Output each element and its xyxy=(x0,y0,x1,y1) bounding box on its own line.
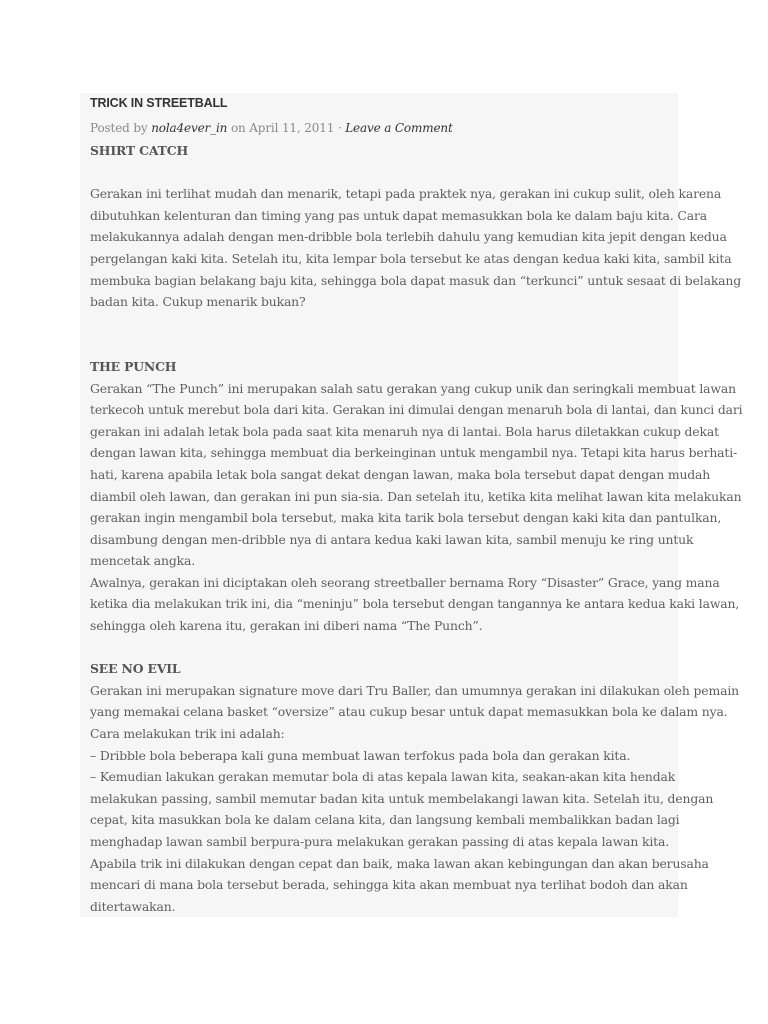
on-label: on xyxy=(230,121,246,135)
text-line: cepat, kita masukkan bola ke dalam celana kita, dan langsung kembali membalikkan badan lagi xyxy=(90,812,680,828)
text-line: Awalnya, gerakan ini diciptakan oleh seorang streetballer bernama Rory “Disaster” Grace, yang mana xyxy=(90,574,720,590)
text-line: mencetak angka. xyxy=(90,553,196,569)
paragraph-the-punch-2 xyxy=(90,572,740,637)
text-line: melakukannya adalah dengan men-dribble bola terlebih dahulu yang kemudian kita jepit dengan kedua xyxy=(90,229,727,245)
text-line: Cara melakukan trik ini adalah: xyxy=(90,726,285,742)
meta-separator: · xyxy=(337,121,342,135)
text-line: diambil oleh lawan, dan gerakan ini pun sia-sia. Dan setelah itu, ketika kita melihat lawan kita melakukan xyxy=(90,488,742,504)
text-line: Gerakan ini terlihat mudah dan menarik, tetapi pada praktek nya, gerakan ini cukup sulit, oleh karena xyxy=(90,186,722,202)
text-line: ditertawakan. xyxy=(90,898,176,914)
text-line: melakukan passing, sambil memutar badan kita untuk membelakangi lawan kita. Setelah itu, dengan xyxy=(90,790,714,806)
text-line: hati, karena apabila letak bola sangat dekat dengan lawan, maka bola tersebut dapat dengan mudah xyxy=(90,466,711,482)
section-heading-the-punch: THE PUNCH xyxy=(90,358,177,374)
text-line: Gerakan ini merupakan signature move dari Tru Baller, dan umumnya gerakan ini dilakukan oleh pemain xyxy=(90,682,739,698)
leave-comment-link[interactable]: Leave a Comment xyxy=(345,121,453,135)
spacer xyxy=(90,313,678,356)
text-line: yang memakai celana basket “oversize” atau cukup besar untuk dapat memasukkan bola ke dalam nya. xyxy=(90,704,728,720)
text-line: – Kemudian lakukan gerakan memutar bola di atas kepala lawan kita, seakan-akan kita hendak xyxy=(90,769,676,785)
text-line: gerakan ini adalah letak bola pada saat kita menaruh nya di lantai. Bola harus diletakkan cukup dekat xyxy=(90,423,719,439)
text-line: terkecoh untuk merebut bola dari kita. Gerakan ini dimulai dengan menaruh bola di lantai, dan kunci dari xyxy=(90,402,743,418)
post-date: April 11, 2011 xyxy=(249,121,335,135)
text-line: ketika dia melakukan trik ini, dia “meninju” bola tersebut dengan tangannya ke antara kedua kaki lawan, xyxy=(90,596,740,612)
text-line: sehingga oleh karena itu, gerakan ini diberi nama “The Punch”. xyxy=(90,618,483,634)
paragraph-the-punch-1 xyxy=(90,378,743,572)
spacer xyxy=(90,637,678,659)
section-heading-see-no-evil: SEE NO EVIL xyxy=(90,661,181,677)
text-line: gerakan ingin mengambil bola tersebut, maka kita tarik bola tersebut dengan kaki kita dan pantulkan, xyxy=(90,510,722,526)
text-line: menghadap lawan sambil berpura-pura melakukan gerakan passing di atas kepala lawan kita. xyxy=(90,834,670,849)
text-line: mencari di mana bola tersebut berada, sehingga kita akan membuat nya terlihat bodoh dan akan xyxy=(90,877,688,893)
posted-by-label: Posted by xyxy=(90,121,148,135)
author-link[interactable]: nola4ever_in xyxy=(151,121,228,135)
paragraph-see-no-evil xyxy=(90,680,739,918)
text-line: dengan lawan kita, sehingga membuat dia berkeinginan untuk mengambil nya. Tetapi kita harus berhati- xyxy=(90,445,738,461)
text-line: disambung dengan men-dribble nya di antara kedua kaki lawan kita, sambil menuju ke ring untuk xyxy=(90,531,694,547)
text-line: – Dribble bola beberapa kali guna membuat lawan terfokus pada bola dan gerakan kita. xyxy=(90,747,631,763)
post-title: TRICK IN STREETBALL xyxy=(90,96,228,110)
blog-post xyxy=(90,93,743,917)
text-line: Apabila trik ini dilakukan dengan cepat dan baik, maka lawan akan kebingungan dan akan berusaha xyxy=(90,855,709,871)
post-meta xyxy=(90,120,678,136)
spacer xyxy=(90,162,678,184)
paragraph-shirt-catch xyxy=(90,183,742,313)
text-line: Gerakan “The Punch” ini merupakan salah satu gerakan yang cukup unik dan seringkali membuat lawan xyxy=(90,380,736,396)
section-heading-shirt-catch: SHIRT CATCH xyxy=(90,143,189,158)
text-line: dibutuhkan kelenturan dan timing yang pas untuk dapat memasukkan bola ke dalam baju kita. Cara xyxy=(90,207,707,223)
text-line: badan kita. Cukup menarik bukan? xyxy=(90,294,306,310)
text-line: pergelangan kaki kita. Setelah itu, kita lempar bola tersebut ke atas dengan kedua kaki kita, sambil kita xyxy=(90,250,732,266)
text-line: membuka bagian belakang baju kita, sehingga bola dapat masuk dan “terkunci” untuk sesaat di belakang xyxy=(90,272,742,288)
